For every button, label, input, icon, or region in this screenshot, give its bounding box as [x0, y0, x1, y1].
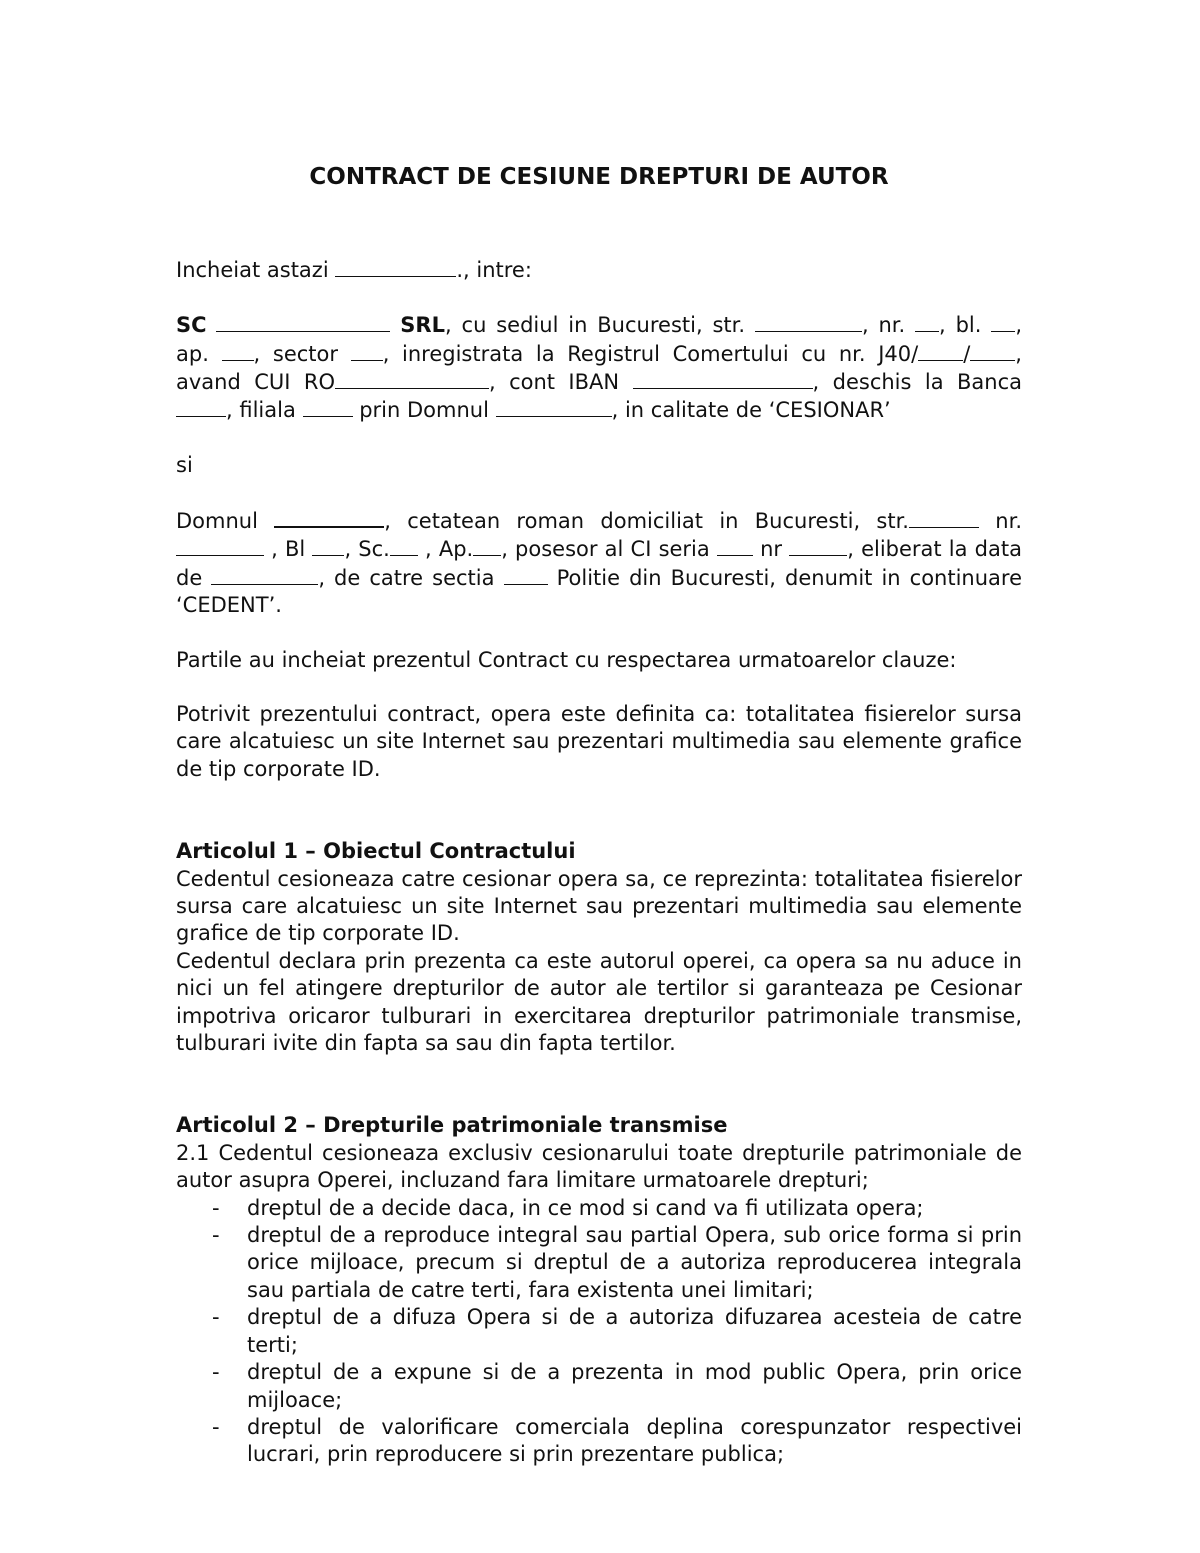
clauses-intro: Partile au incheiat prezentul Contract cu respectarea urmatoarelor clauze: — [176, 647, 957, 672]
article1-heading: Articolul 1 – Obiectul Contractului — [176, 839, 576, 864]
si-line: si — [176, 452, 193, 477]
list-item: - dreptul de a difuza Opera si de a autoriza difuzarea acesteia de catre terti; — [176, 1304, 1022, 1359]
intro-line: Incheiat astazi ., intre: — [176, 257, 532, 282]
list-item: - dreptul de a reproduce integral sau partial Opera, sub orice forma si prin orice mijloace, precum si dreptul de a autoriza reproducerea integrala sau partiala de catre terti, fara existenta unei limitari; — [176, 1222, 1022, 1304]
article1-paragraph-2: Cedentul declara prin prezenta ca este autorul operei, ca opera sa nu aduce in nici un fel atingere drepturilor de autor ale tertilor si garanteaza pe Cesionar impotriva oricaror tulburari in exercitarea drepturilor patrimoniale transmise, tulburari ivite din fapta sa sau din fapta tertilor. — [176, 948, 1022, 1056]
list-item: - dreptul de a expune si de a prezenta in mod public Opera, prin orice mijloace; — [176, 1359, 1022, 1414]
article2-rights-list — [176, 1195, 1022, 1469]
definition-paragraph: Potrivit prezentului contract, opera este definita ca: totalitatea fisierelor sursa care alcatuiesc un site Internet sau prezentari multimedia sau elemente grafice de tip corporate ID. — [176, 701, 1022, 781]
cedent-paragraph: Domnul , cetatean roman domiciliat in Bucuresti, str. nr. , Bl , Sc. , Ap. , posesor al CI seria nr , eliberat la data de , de catre sectia Politie din Bucuresti, denumit in continuare ‘CEDENT’. — [176, 506, 1022, 619]
cesionar-paragraph: SC SRL, cu sediul in Bucuresti, str. , nr. , bl. , ap. , sector , inregistrata la Registrul Comertului cu nr. J40/ / , avand CUI RO , cont IBAN , deschis la Banca , filiala prin Domnul , in calitate de ‘CESIONAR’ — [176, 313, 1022, 423]
document-body — [176, 160, 1022, 1469]
list-item: - dreptul de a decide daca, in ce mod si cand va fi utilizata opera; — [176, 1195, 1022, 1222]
article2-paragraph-1: 2.1 Cedentul cesioneaza exclusiv cesionarului toate drepturile patrimoniale de autor asupra Operei, incluzand fara limitare urmatoarele drepturi; — [176, 1140, 1022, 1193]
list-item: - dreptul de valorificare comerciala deplina corespunzator respectivei lucrari, prin reproducere si prin prezentare publica; — [176, 1414, 1022, 1469]
document-title: CONTRACT DE CESIUNE DREPTURI DE AUTOR — [309, 164, 889, 190]
article2-heading: Articolul 2 – Drepturile patrimoniale transmise — [176, 1113, 728, 1138]
article1-paragraph-1: Cedentul cesioneaza catre cesionar opera sa, ce reprezinta: totalitatea fisierelor sursa care alcatuiesc un site Internet sau prezentari multimedia sau elemente grafice de tip corporate ID. — [176, 866, 1022, 946]
date-blank — [335, 256, 456, 277]
